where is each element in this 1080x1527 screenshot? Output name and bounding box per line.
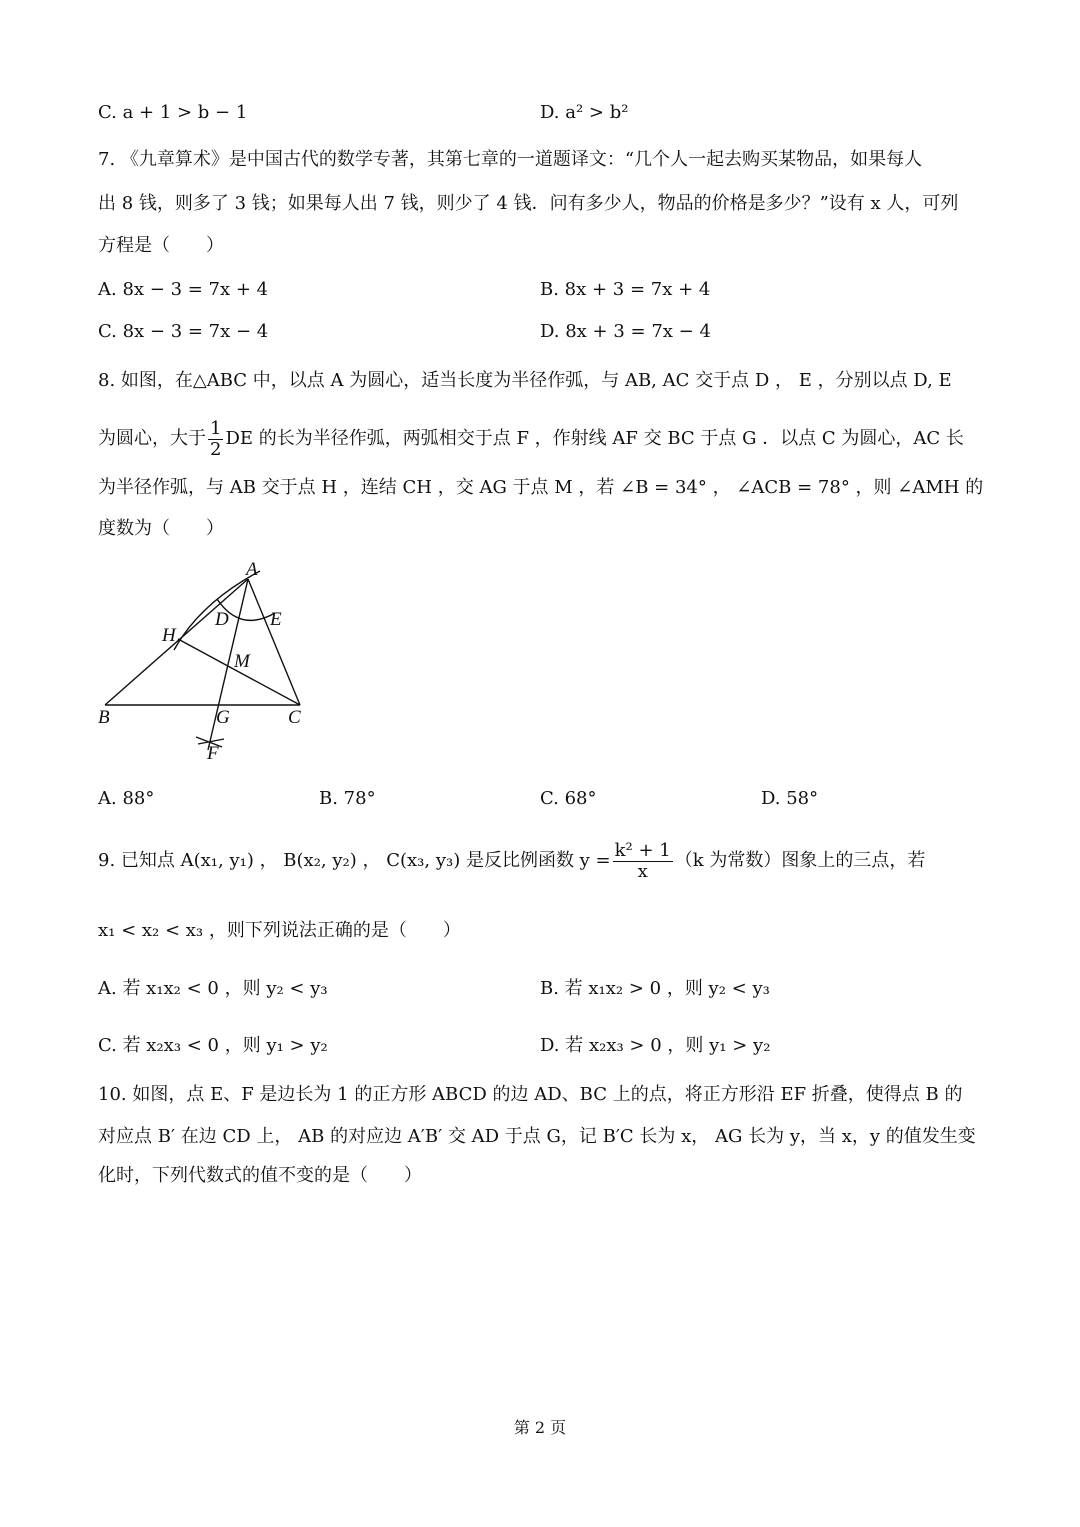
segment-ab <box>105 579 248 705</box>
q7-text-line-2: 出 8 钱，则多了 3 钱；如果每人出 7 钱，则少了 4 钱．问有多少人，物品的价格是多少？”设有 x 人，可列 <box>98 193 959 214</box>
q9-option-c: C. 若 x₂x₃ < 0 ，则 y₁ > y₂ <box>98 1035 328 1056</box>
q7-option-d: D. 8x + 3 = 7x − 4 <box>540 321 711 342</box>
q8-option-b: B. 78° <box>319 788 376 809</box>
q9-text-line-2: x₁ < x₂ < x₃ ，则下列说法正确的是（ ） <box>98 920 461 941</box>
q8-fraction-numerator: 1 <box>210 417 222 439</box>
q9-line-1-suffix: （k 为常数）图象上的三点，若 <box>674 850 926 871</box>
q8-text-line-3: 为半径作弧，与 AB 交于点 H ，连结 CH ，交 AG 于点 M ，若 ∠B = 34° ， ∠ACB = 78° ，则 ∠AMH 的 <box>98 477 984 498</box>
q8-line-2-prefix: 为圆心，大于 <box>98 428 206 449</box>
label-a: A <box>246 559 258 580</box>
q6-option-d: D. a² > b² <box>540 102 629 123</box>
label-m: M <box>234 651 250 672</box>
q7-option-c: C. 8x − 3 = 7x − 4 <box>98 321 269 342</box>
q9-text-line-1 <box>98 836 925 886</box>
q8-option-c: C. 68° <box>540 788 597 809</box>
q8-triangle-figure <box>90 555 350 770</box>
q8-fraction <box>208 419 223 460</box>
q8-text-line-2 <box>98 416 964 462</box>
q8-option-a: A. 88° <box>98 788 155 809</box>
q7-option-a: A. 8x − 3 = 7x + 4 <box>98 279 269 300</box>
q9-option-b: B. 若 x₁x₂ > 0 ，则 y₂ < y₃ <box>540 978 770 999</box>
q9-fraction-denominator: x <box>637 860 648 882</box>
label-g: G <box>216 707 230 728</box>
q8-text-line-4: 度数为（ ） <box>98 518 224 539</box>
label-h: H <box>162 625 176 646</box>
q9-line-1-prefix: 9. 已知点 A(x₁, y₁) ， B(x₂, y₂) ， C(x₃, y₃) 是反比例函数 y = <box>98 850 611 871</box>
label-d: D <box>215 609 229 630</box>
q9-fraction <box>613 841 673 882</box>
label-e: E <box>270 609 282 630</box>
q9-option-d: D. 若 x₂x₃ > 0 ，则 y₁ > y₂ <box>540 1035 771 1056</box>
label-b: B <box>98 707 110 728</box>
q8-fraction-denominator: 2 <box>210 438 222 460</box>
segment-ac <box>248 579 300 705</box>
q8-text-line-1: 8. 如图，在△ABC 中，以点 A 为圆心，适当长度为半径作弧，与 AB, AC 交于点 D ， E ，分别以点 D, E <box>98 370 952 391</box>
q7-text-line-3: 方程是（ ） <box>98 235 224 256</box>
page-number: 第 2 页 <box>513 1418 567 1437</box>
q8-line-2-suffix: DE 的长为半径作弧，两弧相交于点 F ，作射线 AF 交 BC 于点 G ．以点 C 为圆心，AC 长 <box>225 428 964 449</box>
q6-option-c: C. a + 1 > b − 1 <box>98 102 248 123</box>
segment-ch <box>178 639 300 705</box>
label-c: C <box>288 707 301 728</box>
q8-option-d: D. 58° <box>761 788 819 809</box>
q9-option-a: A. 若 x₁x₂ < 0 ，则 y₂ < y₃ <box>98 978 328 999</box>
q10-text-line-3: 化时，下列代数式的值不变的是（ ） <box>98 1165 422 1186</box>
q7-option-b: B. 8x + 3 = 7x + 4 <box>540 279 711 300</box>
q10-text-line-1: 10. 如图，点 E、F 是边长为 1 的正方形 ABCD 的边 AD、BC 上的点，将正方形沿 EF 折叠，使得点 B 的 <box>98 1084 963 1105</box>
label-f: F <box>207 743 219 764</box>
q9-fraction-numerator: k² + 1 <box>614 839 671 861</box>
q7-text-line-1: 7. 《九章算术》是中国古代的数学专著，其第七章的一道题译文：“几个人一起去购买某物品，如果每人 <box>98 149 923 170</box>
q10-text-line-2: 对应点 B′ 在边 CD 上， AB 的对应边 A′B′ 交 AD 于点 G，记 B′C 长为 x， AG 长为 y，当 x，y 的值发生变 <box>98 1126 976 1147</box>
